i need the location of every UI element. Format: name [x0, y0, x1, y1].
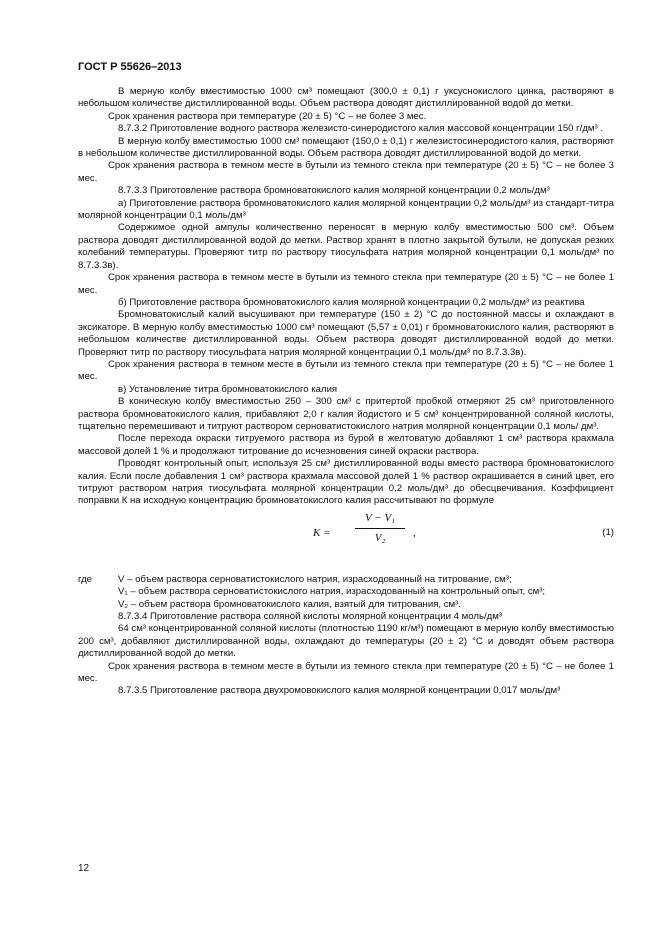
- document-body: [78, 86, 614, 698]
- paragraph: В коническую колбу вместимостью 250 – 300 см³ с притертой пробкой отмеряют 25 см³ приготовленного раствора бромноватокислого калия, прибавляют 2,0 г калия йодистого и 5 см³ концентрированной соляной кислоты, тщательно перемешивают и титруют раствором серноватистокислого натрия молярной концентрации 0,1 моль/ дм³.: [78, 396, 614, 432]
- formula-denominator: V₂: [374, 531, 386, 544]
- standard-header: ГОСТ Р 55626–2013: [78, 61, 182, 73]
- paragraph: 8.7.3.5 Приготовление раствора двухромовокислого калия молярной концентрации 0,017 моль/дм³: [118, 685, 561, 697]
- paragraph: 64 см³ концентрированной соляной кислоты (плотностью 1190 кг/м³) помещают в мерную колбу вместимостью 200 см³, добавляют дистиллированной воды, охлаждают до температуры (20 ± 2) °С и доводят объем раствора дистиллированной водой до метки.: [78, 623, 614, 660]
- paragraph: Срок хранения раствора в темном месте в бутыли из темного стекла при температуре (20 ± 5) °С – не более 3 мес.: [78, 160, 614, 184]
- equation-number: (1): [602, 526, 614, 538]
- definition-lead: где: [78, 573, 93, 585]
- paragraph: Срок хранения раствора в темном месте в бутыли из темного стекла при температуре (20 ± 5) °С – не более 1 мес.: [78, 272, 614, 296]
- paragraph: В мерную колбу вместимостью 1000 см³ помещают (300,0 ± 0,1) г уксуснокислого цинка, растворяют в небольшом количестве дистиллированной воды. Объем раствора доводят дистиллированной водой до метки.: [78, 86, 614, 110]
- definition-text: V₁ – объем раствора серноватистокислого натрия, израсходованный на контрольный опыт, см³;: [118, 586, 546, 598]
- paragraphs-block-1: [78, 86, 614, 508]
- formula-numerator: V − V₁: [365, 511, 395, 524]
- paragraph: Проводят контрольный опыт, используя 25 см³ дистиллированной воды вместо раствора бромноватокислого калия. Если после добавления 1 см³ раствора крахмала массовой долей 1 % раствор окрашивается в синий цвет, его титруют раствором натрия тиосульфата молярной концентрации 0,2 моль/дм³ до обесцвечивания. Коэффициент поправки К на исходную концентрацию бромноватокислого калия рассчитывают по формуле: [78, 458, 614, 507]
- paragraph: а) Приготовление раствора бромноватокислого калия молярной концентрации 0,2 моль/дм³ из стандарт-титра молярной концентрации 0,1 моль/дм³: [78, 197, 614, 222]
- page-number: 12: [78, 863, 90, 874]
- fraction-bar: [355, 528, 405, 529]
- paragraph: 8.7.3.4 Приготовление раствора соляной кислоты молярной концентрации 4 моль/дм³: [118, 611, 503, 623]
- definition-row: [78, 599, 614, 611]
- paragraph: Бромноватокислый калий высушивают при температуре (150 ± 2) °С до постоянной массы и охлаждают в эксикаторе. В мерную колбу вместимостью 1000 см³ помещают (5,57 ± 0,01) г бромноватокислого калия, растворяют в небольшом количестве дистиллированной воды. Объем раствора доводят дистиллированной водой до метки. Проверяют титр по раствору тиосульфата натрия молярной концентрации 0,1 моль/дм³ по 8.7.3.3в).: [78, 309, 614, 358]
- definition-row: [78, 574, 614, 586]
- definition-text: V – объем раствора серноватистокислого натрия, израсходованный на титрование, см³;: [118, 573, 512, 585]
- paragraph: 8.7.3.3 Приготовление раствора бромноватокислого калия молярной концентрации 0,2 моль/дм³: [118, 185, 550, 197]
- paragraphs-block-2: [78, 611, 614, 698]
- paragraph: в) Установление титра бромноватокислого калия: [118, 383, 338, 395]
- definition-row: [78, 586, 614, 598]
- paragraph: После перехода окраски титруемого раствора из бурой в желтоватую добавляют 1 см³ раствора крахмала массовой долей 1 % и продолжают титрование до исчезновения синей окраски раствора.: [78, 433, 614, 457]
- paragraph: В мерную колбу вместимостью 1000 см³ помещают (150,0 ± 0,1) г железистосинеродистого калия, растворяют в небольшом количестве дистиллированной воды. Объем раствора доводят дистиллированной водой до метки.: [78, 135, 614, 160]
- formula-lhs: K =: [313, 526, 331, 539]
- formula-1: [78, 512, 614, 564]
- paragraph: Содержимое одной ампулы количественно переносят в мерную колбу вместимостью 500 см³. Объем раствора доводят дистиллированной водой до метки. Раствор хранят в плотно закрытой бутыли, не допуская резких колебаний температуры. Проверяют титр по раствору тиосульфата натрия молярной концентрации 0,1 моль/дм³ по 8.7.3.3в).: [78, 222, 614, 271]
- paragraph: 8.7.3.2 Приготовление водного раствора железисто-синеродистого калия массовой концентрации 150 г/дм³ .: [118, 123, 604, 135]
- definition-text: V₂ – объем раствора бромноватокислого калия, взятый для титрования, см³.: [118, 598, 461, 610]
- definition-lead: [78, 586, 118, 598]
- formula-comma: ,: [413, 526, 416, 539]
- paragraph: б) Приготовление раствора бромноватокислого калия молярной концентрации 0,2 моль/дм³ из реактива: [118, 296, 585, 308]
- definition-lead: [78, 599, 118, 611]
- paragraph: Срок хранения раствора в темном месте в бутыли из темного стекла при температуре (20 ± 5) °С – не более 1 мес.: [78, 660, 614, 685]
- paragraph: Срок хранения раствора в темном месте в бутыли из темного стекла при температуре (20 ± 5) °С – не более 1 мес.: [78, 358, 614, 383]
- variable-definitions: [78, 574, 614, 611]
- paragraph: Срок хранения раствора при температуре (20 ± 5) °С – не более 3 мес.: [108, 110, 427, 122]
